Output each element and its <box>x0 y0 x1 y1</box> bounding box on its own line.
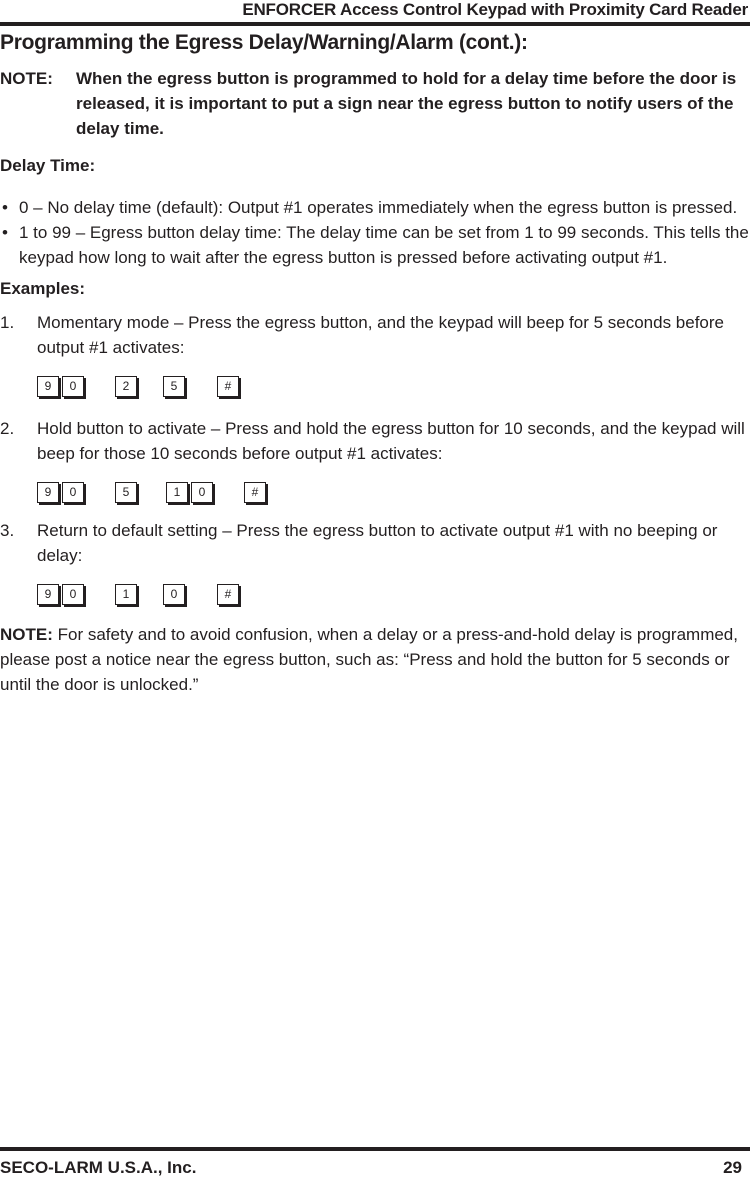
keypad-key: # <box>217 584 239 605</box>
keypad-key: 0 <box>62 584 84 605</box>
keypad-key: 0 <box>62 376 84 397</box>
step-text: Return to default setting – Press the egress button to activate output #1 with no beeping or delay: <box>37 521 718 565</box>
list-item-text: 1 to 99 – Egress button delay time: The delay time can be set from 1 to 99 seconds. This tells the keypad how long to wait after the egress button is pressed before activating output #1. <box>19 223 749 267</box>
step-number: 1. <box>0 313 15 332</box>
footer-company: SECO-LARM U.S.A., Inc. <box>0 1158 197 1177</box>
final-note <box>0 622 750 697</box>
bullet-icon: • <box>2 198 8 217</box>
keypad-key: 9 <box>37 584 59 605</box>
delay-time-heading: Delay Time: <box>0 156 96 175</box>
keypad-key: 1 <box>166 482 188 503</box>
section-title: Programming the Egress Delay/Warning/Alarm (cont.): <box>0 31 528 54</box>
keypad-key: 1 <box>115 584 137 605</box>
list-item <box>0 195 750 220</box>
final-note-label: NOTE: <box>0 625 53 644</box>
bullet-icon: • <box>2 223 8 242</box>
keypad-key: 0 <box>163 584 185 605</box>
keypad-key: 2 <box>115 376 137 397</box>
keypad-key: 9 <box>37 376 59 397</box>
list-item <box>0 220 750 270</box>
step-number: 2. <box>0 419 15 438</box>
final-note-text: For safety and to avoid confusion, when a delay or a press-and-hold delay is programmed, please post a notice near the egress button, such as: “Press and hold the button for 5 seconds or until the door is unlocked.” <box>0 625 738 694</box>
header-rule <box>0 22 750 26</box>
keypad-key: 5 <box>115 482 137 503</box>
step-text: Hold button to activate – Press and hold the egress button for 10 seconds, and the keypad will beep for those 10 seconds before output #1 activates: <box>37 419 745 463</box>
step-number: 3. <box>0 521 15 540</box>
page-number: 29 <box>723 1158 742 1177</box>
examples-heading: Examples: <box>0 279 86 298</box>
header-title: ENFORCER Access Control Keypad with Proximity Card Reader <box>242 0 748 19</box>
note-label: NOTE: <box>0 69 53 88</box>
list-item-text: 0 – No delay time (default): Output #1 operates immediately when the egress button is pressed. <box>19 198 738 217</box>
keypad-key: # <box>217 376 239 397</box>
keypad-key: # <box>244 482 266 503</box>
note-text: When the egress button is programmed to hold for a delay time before the door is released, it is important to put a sign near the egress button to notify users of the delay time. <box>76 69 737 138</box>
step-text: Momentary mode – Press the egress button, and the keypad will beep for 5 seconds before output #1 activates: <box>37 313 725 357</box>
keypad-key: 5 <box>163 376 185 397</box>
delay-time-list <box>0 195 750 270</box>
footer-rule <box>0 1147 750 1151</box>
keypad-key: 9 <box>37 482 59 503</box>
keypad-key: 0 <box>62 482 84 503</box>
keypad-key: 0 <box>191 482 213 503</box>
